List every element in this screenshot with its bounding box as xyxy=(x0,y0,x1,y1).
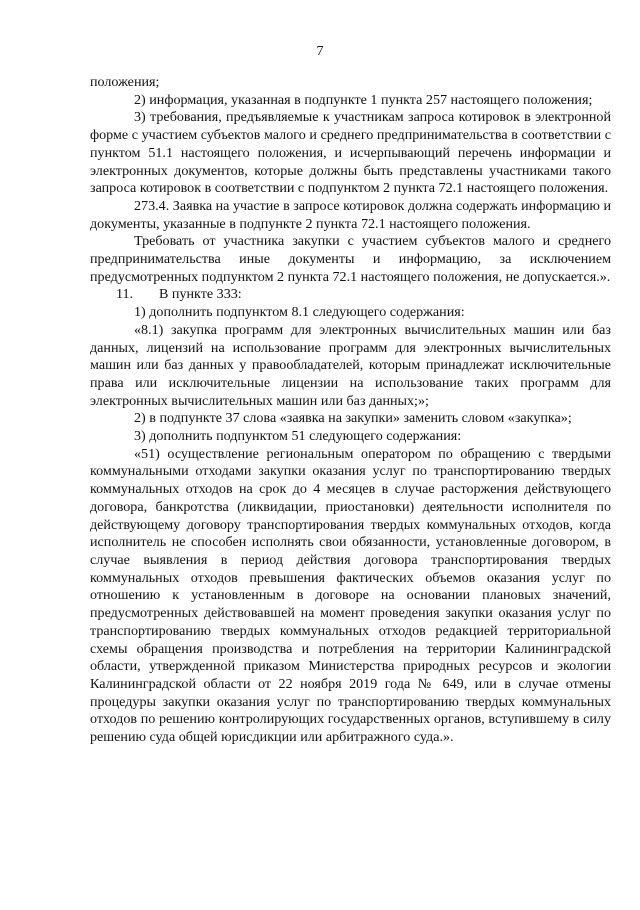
paragraph-replace-37: 2) в подпункте 37 слова «заявка на закупки» заменить словом «закупка»; xyxy=(134,410,572,427)
item-number: 11. xyxy=(116,286,134,303)
paragraph-51-text: «51) осуществление региональным оператором по обращению с твердыми коммунальными отходами закупки оказания услуг по транспортированию твердых коммунальных отходов на срок до 4 месяцев в случае расторжения действующего договора, банкротства (ликвидации, приостановки) деятельности исполнителя по действующему договору транспортирования твердых коммунальных отходов, когда исполнитель не способен исполнять свои обязанности, установленные договором, в случае выявления в период действия договора транспортирования твердых коммунальных отходов превышения фактических объемов оказания услуг по отношению к установленным в договоре на основании плановых значений, предусмотренных действовавшей на момент проведения закупки оказания услуг по транспортированию твердых коммунальных отходов редакцией территориальной схемы обращения производства и потребления на территории Калининградской области, утвержденной приказом Министерства природных ресурсов и экологии Калининградской области от 22 ноября 2019 года № 649, или в случае отмены процедуры закупки оказания услуг по транспортированию твердых коммунальных отходов по решению контролирующих государственных органов, вступившему в силу решению суда общей юрисдикции или арбитражного суда.». xyxy=(90,445,611,746)
document-body xyxy=(90,74,611,747)
paragraph-requirement: Требовать от участника закупки с участием субъектов малого и среднего предпринимательства иные документы и информацию, за исключением предусмотренных подпунктом 2 пункта 72.1 настоящего положения, не допускается.». xyxy=(90,233,611,285)
item-11-text: В пункте 333: xyxy=(159,286,242,303)
paragraph-continuation: положения; xyxy=(90,74,160,90)
paragraph-subitem-2: 2) информация, указанная в подпункте 1 пункта 257 настоящего положения; xyxy=(134,91,593,108)
paragraph-8-1-text: «8.1) закупка программ для электронных вычислительных машин или баз данных, лицензий на использование программ для электронных вычислительных машин или баз данных у правообладателей, которым принадлежат исключительные права или исключительные лицензии на использование таких программ для электронных вычислительных машин или баз данных;»; xyxy=(90,321,611,409)
paragraph-add-51: 3) дополнить подпунктом 51 следующего содержания: xyxy=(134,428,462,445)
paragraph-item-11 xyxy=(90,286,611,304)
paragraph-273-4: 273.4. Заявка на участие в запросе котировок должна содержать информацию и документы, указанные в подпункте 2 пункта 72.1 настоящего положения. xyxy=(90,197,611,232)
paragraph-subitem-3: 3) требования, предъявляемые к участникам запроса котировок в электронной форме с участием субъектов малого и среднего предпринимательства в соответствии с пунктом 51.1 настоящего положения, и исчерпывающий перечень информации и электронных документов, которые должны быть представлены участниками такого запроса котировок в соответствии с подпунктом 2 пункта 72.1 настоящего положения. xyxy=(90,109,611,197)
page-number: 7 xyxy=(316,44,324,59)
paragraph-add-8-1: 1) дополнить подпунктом 8.1 следующего содержания: xyxy=(134,304,465,321)
